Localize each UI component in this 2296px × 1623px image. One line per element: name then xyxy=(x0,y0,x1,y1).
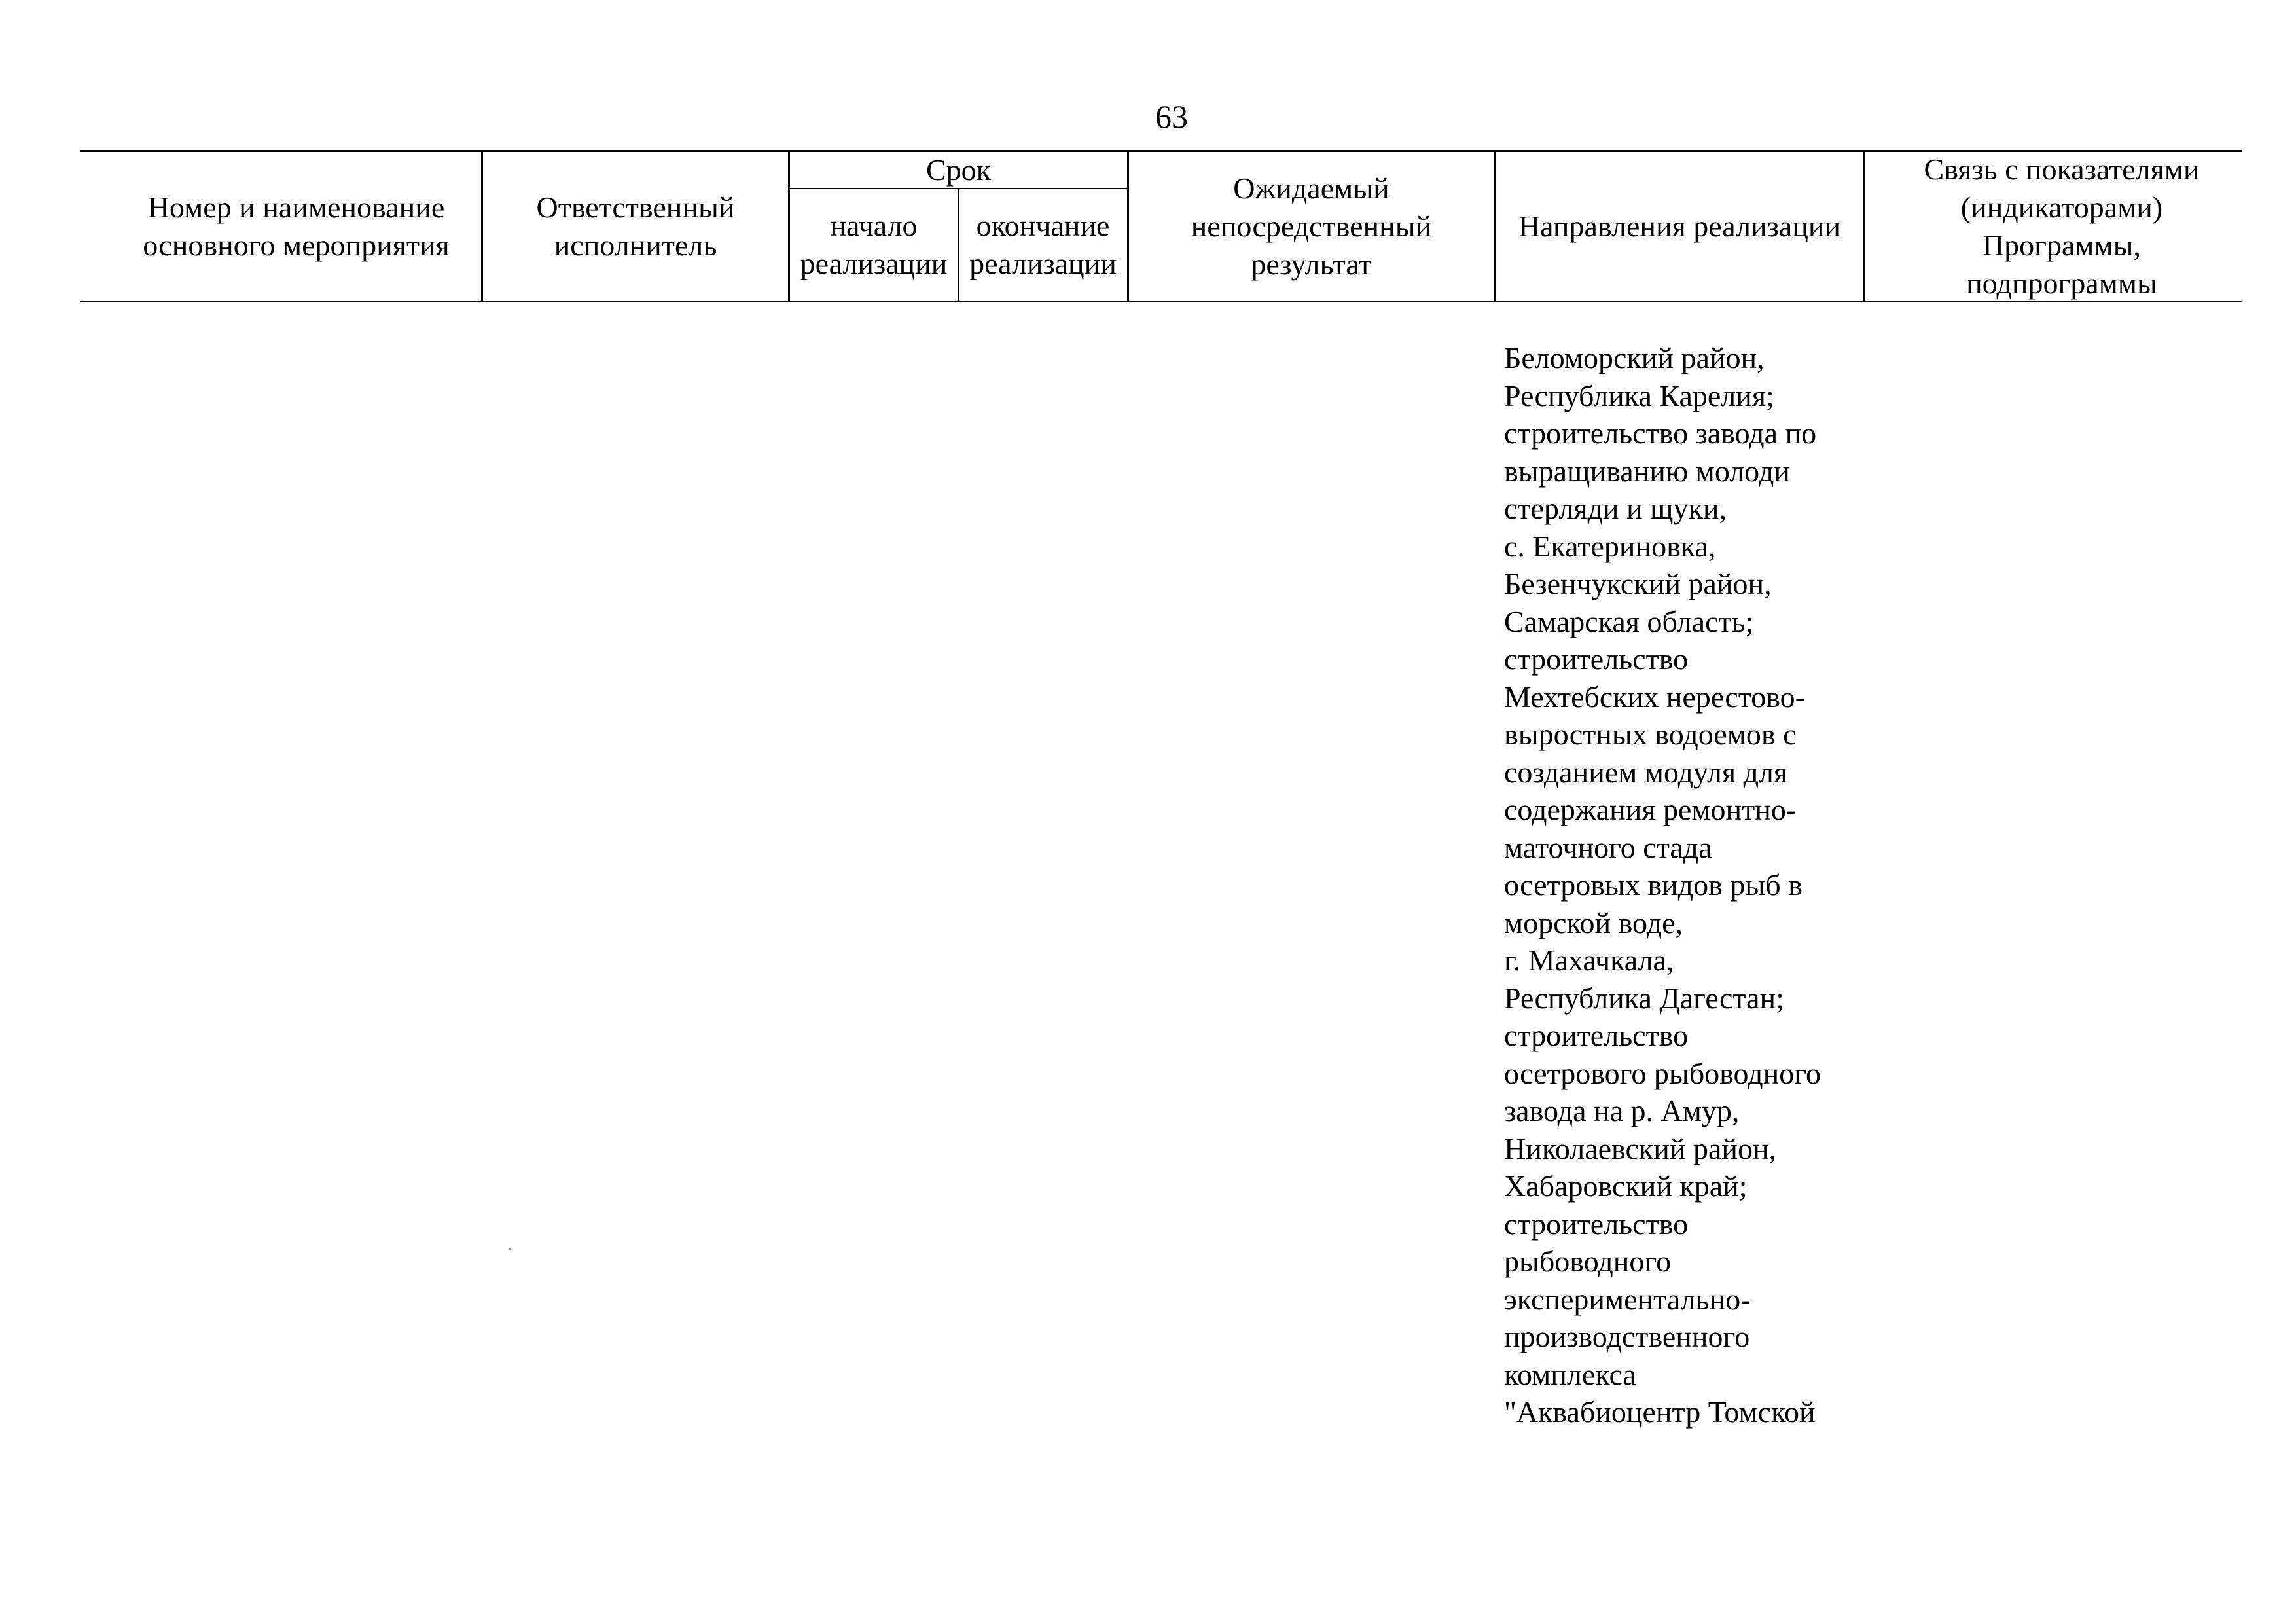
header-measure-label: Номер и наименование основного мероприятия xyxy=(143,190,450,262)
header-term xyxy=(790,152,1127,188)
header-expected-result xyxy=(1129,152,1494,301)
header-expected-result-label: Ожидаемый непосредственный результат xyxy=(1191,171,1432,281)
header-term-end xyxy=(959,189,1127,301)
header-directions-label: Направления реализации xyxy=(1518,209,1841,243)
header-term-label: Срок xyxy=(925,153,992,187)
header-measure xyxy=(98,152,481,301)
page-number: 63 xyxy=(1155,98,1188,135)
scan-speck xyxy=(509,1248,511,1250)
header-indicators-label: Связь с показателями (индикаторами) Программы, подпрограммы xyxy=(1924,152,2200,300)
header-term-start-label: начало реализации xyxy=(800,209,948,280)
header-executor xyxy=(483,152,788,301)
directions-cell-text: Беломорский район, Республика Карелия; строительство завода по выращиванию молоди стерляди и щуки, с. Екатериновка, Безенчукский район, Самарская область; строительство Мехтебских нерестово- выростных водоемов с созданием модуля для содержания ремонтно- маточного стада осетровых видов рыб в морской воде, г. Махачкала, Республика Дагестан; строительство осетрового рыбоводного завода на р. Амур, Николаевский район, Хабаровский край; строительство рыбоводного экспериментально- производственного комплекса "Аквабиоцентр Томской xyxy=(1504,341,1821,1429)
header-executor-label: Ответственный исполнитель xyxy=(536,190,735,262)
header-indicators xyxy=(1865,152,2258,301)
header-term-start xyxy=(790,189,958,301)
header-term-end-label: окончание реализации xyxy=(969,209,1117,280)
header-directions xyxy=(1496,152,1863,301)
